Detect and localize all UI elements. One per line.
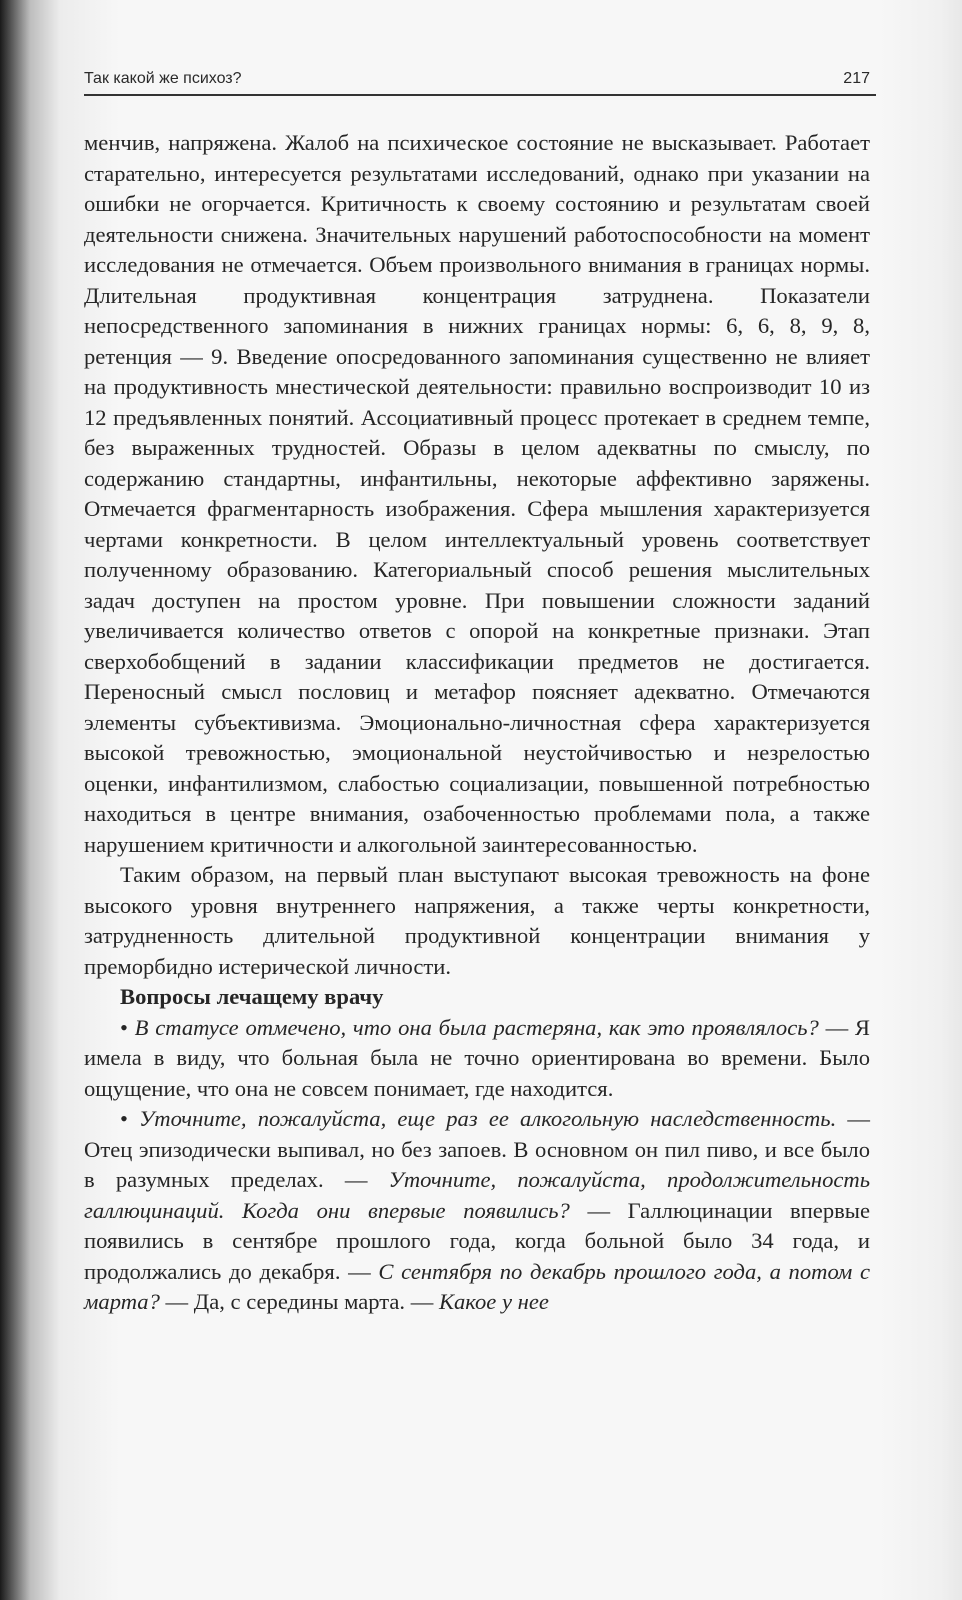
question-text: Уточните, пожалуйста, еще раз ее алкогольную наследственность. [139,1106,837,1131]
answer-text: — Отец эпизодически выпивал, но без запоев. В основном он пил пиво, и все было в разумных пределах. — [84,1106,870,1192]
bullet-marker: • [120,1106,140,1131]
qa-item-2 [84,1104,870,1318]
page-header [84,64,876,96]
page-number: 217 [843,70,870,87]
paragraph-conclusion: Таким образом, на первый план выступают высокая тревожность на фоне высокого уровня внутреннего напряжения, а также черты конкретности, затрудненность длительной продуктивной концентрации внимания у преморбидно истерической личности. [84,862,870,979]
answer-text: — Галлюцинации впервые появились в сентябре прошлого года, когда больной было 34 года, и продолжались до декабря. — [84,1197,870,1284]
running-title: Так какой же психоз? [84,70,242,87]
question-text: С сентября по декабрь прошлого года, а потом с марта? [84,1258,870,1314]
bullet-marker: • [120,1014,135,1040]
question-text: Уточните, пожалуйста, продолжительность галлюцинаций. Когда они впервые появились? [84,1167,871,1223]
section-heading: Вопросы лечащему врачу [120,984,384,1009]
body-text [84,128,870,1318]
question-text: Какое у нее [438,1289,549,1314]
qa-item-1 [84,1013,870,1105]
answer-text: — Да, с середины марта. — [159,1289,439,1314]
paragraph-continued: менчив, напряжена. Жалоб на психическое состояние не высказывает. Работает старательно, интересуется результатами исследований, однако при указании на ошибки не огорчается. Критичность к своему состоянию и результатам своей деятельности снижена. Значительных нарушений работоспособности на момент исследования не отмечается. Объем произвольного внимания в границах нормы. Длительная продуктивная концентрация затруднена. Показатели непосредственного запоминания в нижних границах нормы: 6, 6, 8, 9, 8, ретенция — 9. Введение опосредованного запоминания существенно не влияет на продуктивность мнестической деятельности: правильно воспроизводит 10 из 12 предъявленных понятий. Ассоциативный процесс протекает в среднем темпе, без выраженных трудностей. Образы в целом адекватны по смыслу, по содержанию стандартны, инфантильны, некоторые аффективно заряжены. Отмечается фрагментарность изображения. Сфера мышления характеризуется чертами конкретности. В целом интеллектуальный уровень соответствует полученному образованию. Категориальный способ решения мыслительных задач доступен на простом уровне. При повышении сложности заданий увеличивается количество ответов с опорой на конкретные признаки. Этап сверхобобщений в задании классификации предметов не достигается. Переносный смысл пословиц и метафор поясняет адекватно. Отмечаются элементы субъективизма. Эмоционально-личностная сфера характеризуется высокой тревожностью, эмоциональной неустойчивостью и незрелостью оценки, инфантилизмом, слабостью социализации, повышенной потребностью находиться в центре внимания, озабоченностью проблемами пола, а также нарушением критичности и алкогольной заинтересованностью. [84,130,870,857]
question-text: В статусе отмечено, что она была растеряна, как это проявлялось? [134,1014,819,1040]
answer-text: — Я имела в виду, что больная была не точно ориентирована во времени. Было ощущение, что она не совсем понимает, где находится. [84,1014,870,1101]
